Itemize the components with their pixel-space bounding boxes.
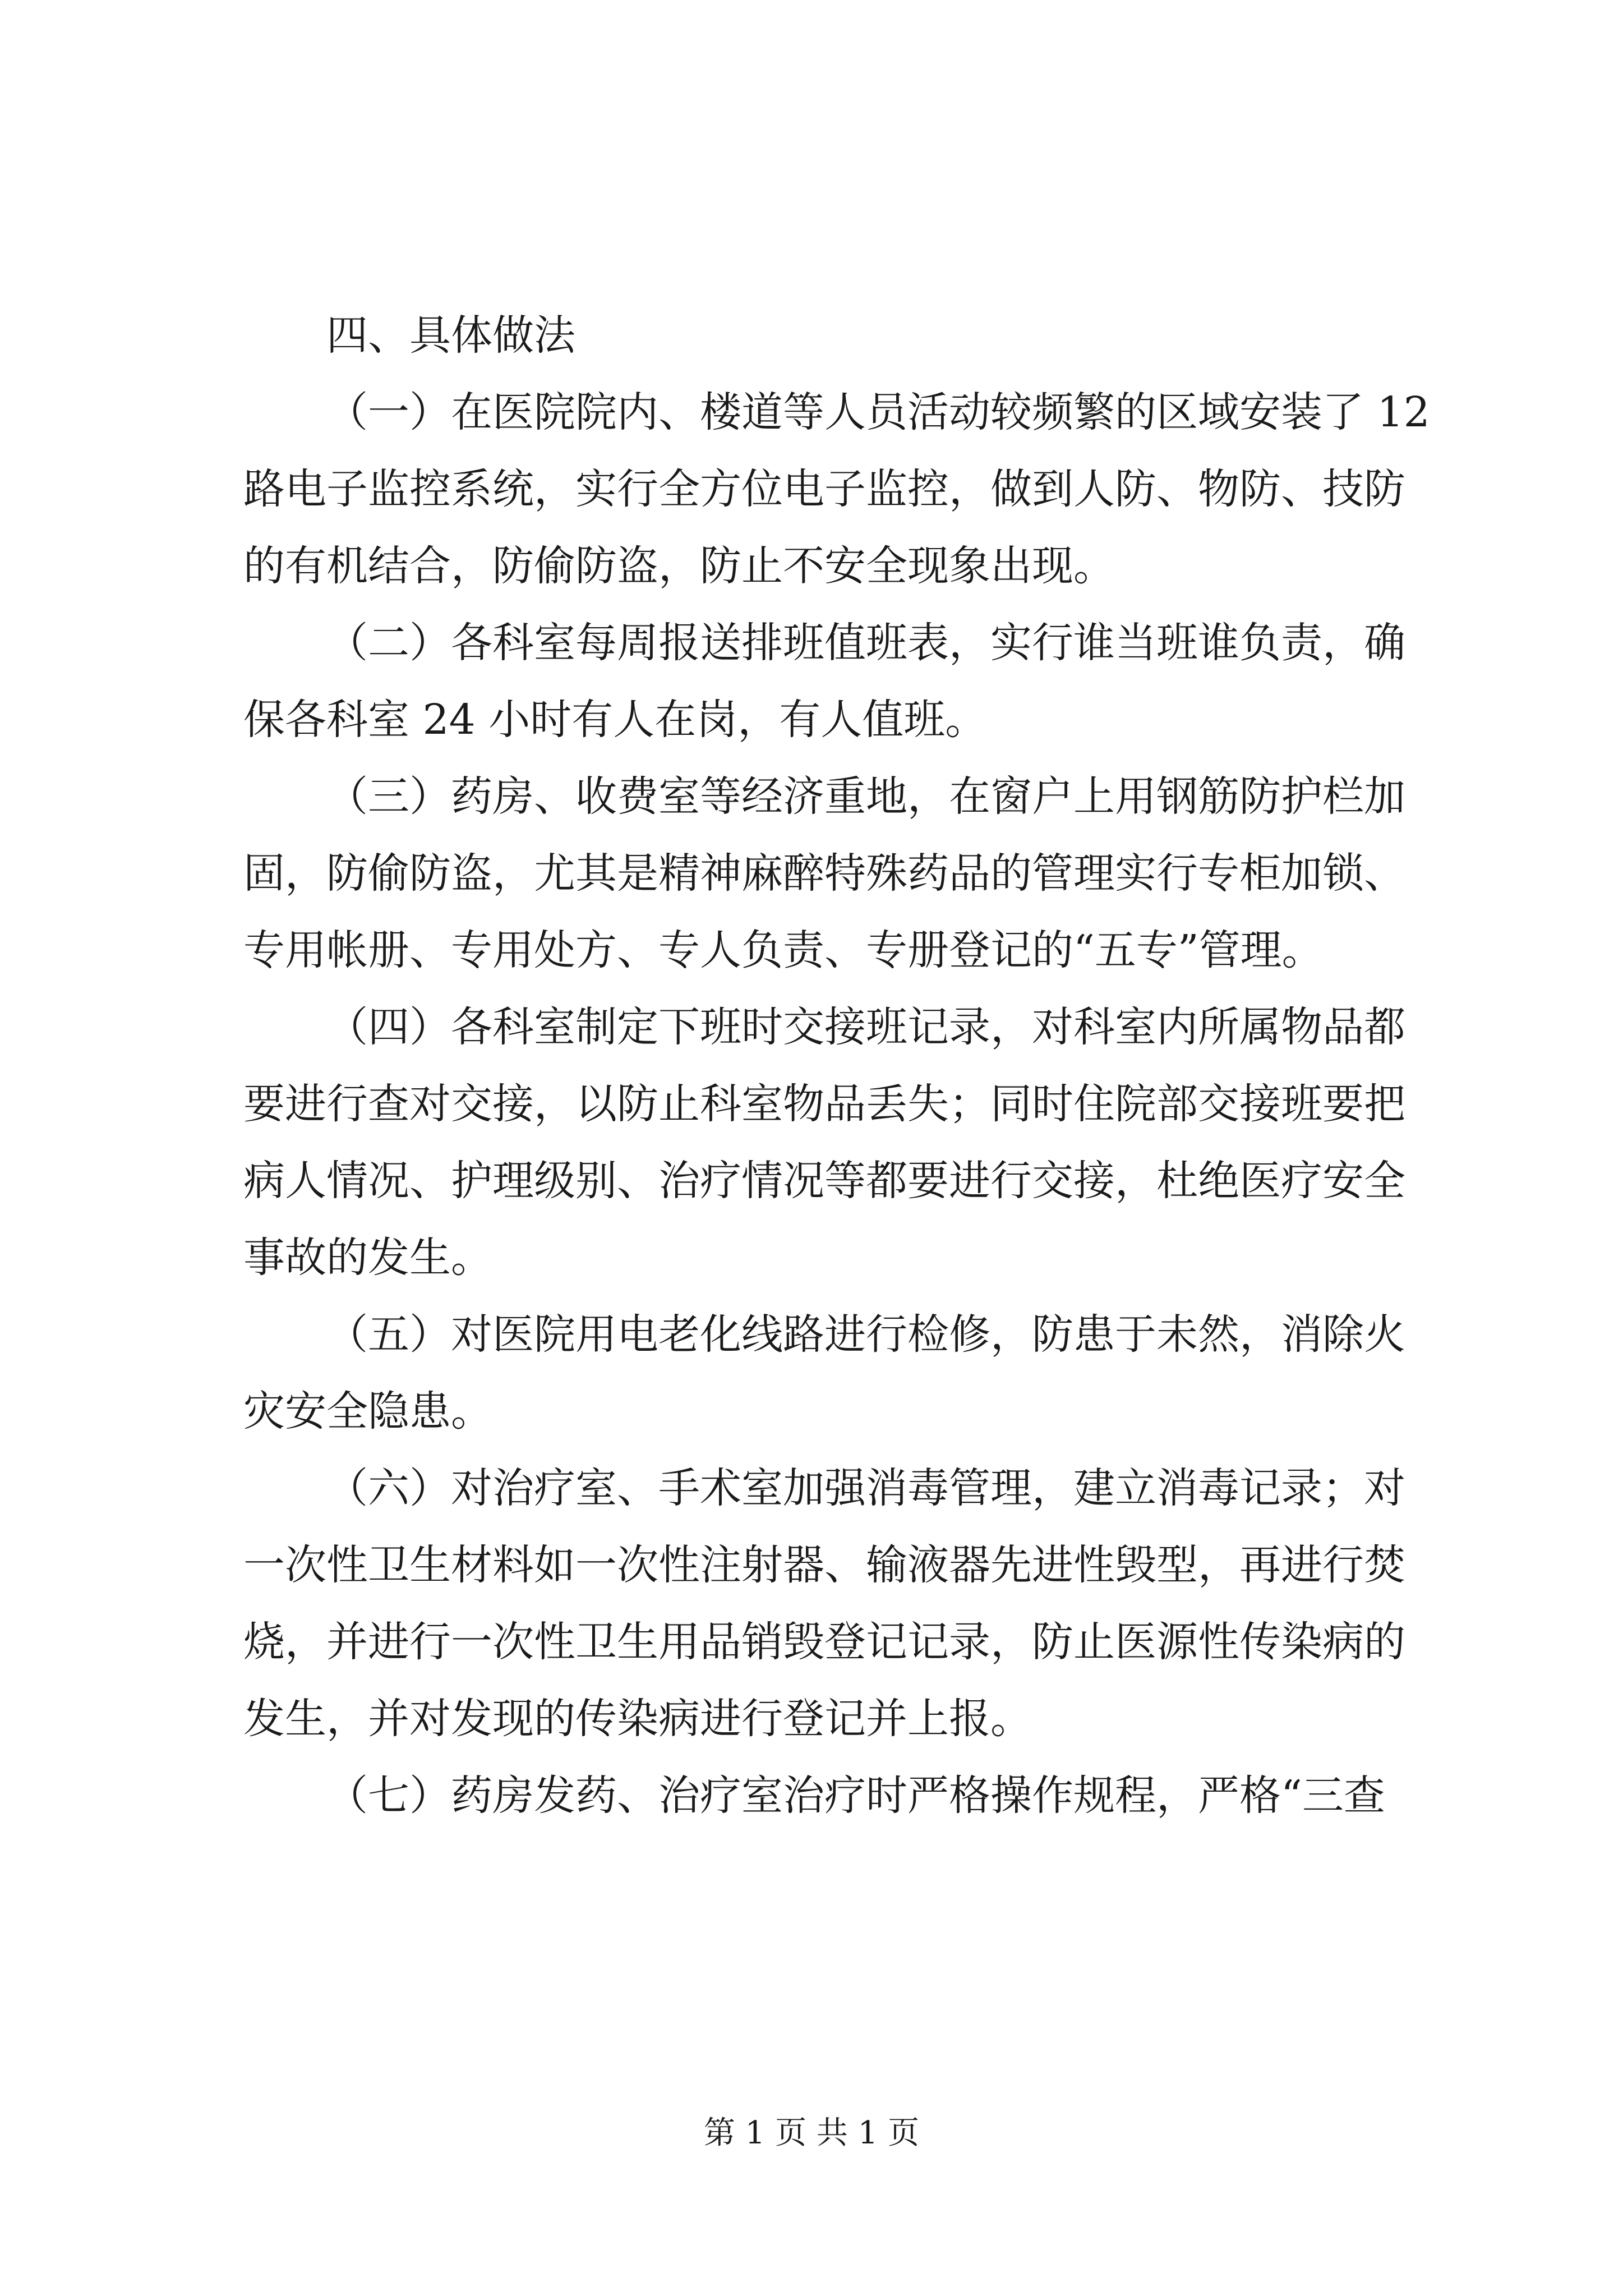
paragraph-1 (243, 374, 1430, 605)
paragraph-line: 要进行查对交接，以防止科室物品丢失；同时住院部交接班要把 (243, 1080, 1405, 1128)
paragraph-line: 一次性卫生材料如一次性注射器、输液器先进性毁型，再进行焚 (243, 1541, 1405, 1589)
paragraph-line: 病人情况、护理级别、治疗情况等都要进行交接，杜绝医疗安全 (243, 1157, 1405, 1205)
paragraph-7 (243, 1757, 1426, 1834)
paragraph-6 (243, 1450, 1426, 1757)
page-footer: 第 1 页 共 1 页 (703, 2115, 920, 2151)
paragraph-line: （七）药房发药、治疗室治疗时严格操作规程，严格“三查 (326, 1772, 1385, 1820)
paragraph-line: （五）对医院用电老化线路进行检修，防患于未然，消除火 (326, 1310, 1405, 1359)
paragraph-line: （六）对治疗室、手术室加强消毒管理，建立消毒记录；对 (326, 1464, 1405, 1512)
paragraph-4 (243, 989, 1426, 1296)
section-heading: 四、具体做法 (326, 311, 575, 360)
paragraph-line: 烧，并进行一次性卫生用品销毁登记记录，防止医源性传染病的 (243, 1618, 1405, 1666)
paragraph-line: 固，防偷防盗，尤其是精神麻醉特殊药品的管理实行专柜加锁、 (243, 849, 1405, 898)
paragraph-line: 保各科室 24 小时有人在岗，有人值班。 (243, 696, 987, 744)
document-body (243, 297, 1430, 1834)
paragraph-line: （三）药房、收费室等经济重地，在窗户上用钢筋防护栏加 (326, 772, 1405, 821)
paragraph-line: 的有机结合，防偷防盗，防止不安全现象出现。 (243, 542, 1115, 590)
paragraph-line: 事故的发生。 (243, 1234, 492, 1282)
paragraph-3 (243, 758, 1426, 989)
paragraph-line: 发生，并对发现的传染病进行登记并上报。 (243, 1695, 1032, 1743)
paragraph-line: 路电子监控系统，实行全方位电子监控，做到人防、物防、技防 (243, 465, 1405, 513)
paragraph-2 (243, 605, 1426, 758)
paragraph-line: （一）在医院院内、楼道等人员活动较频繁的区域安装了 12 (326, 388, 1430, 436)
paragraph-5 (243, 1296, 1426, 1450)
paragraph-line: （四）各科室制定下班时交接班记录，对科室内所属物品都 (326, 1003, 1405, 1051)
paragraph-line: 专用帐册、专用处方、专人负责、专册登记的“五专”管理。 (243, 926, 1324, 974)
paragraph-line: （二）各科室每周报送排班值班表，实行谁当班谁负责，确 (326, 619, 1405, 667)
paragraph-line: 灾安全隐患。 (243, 1387, 492, 1435)
